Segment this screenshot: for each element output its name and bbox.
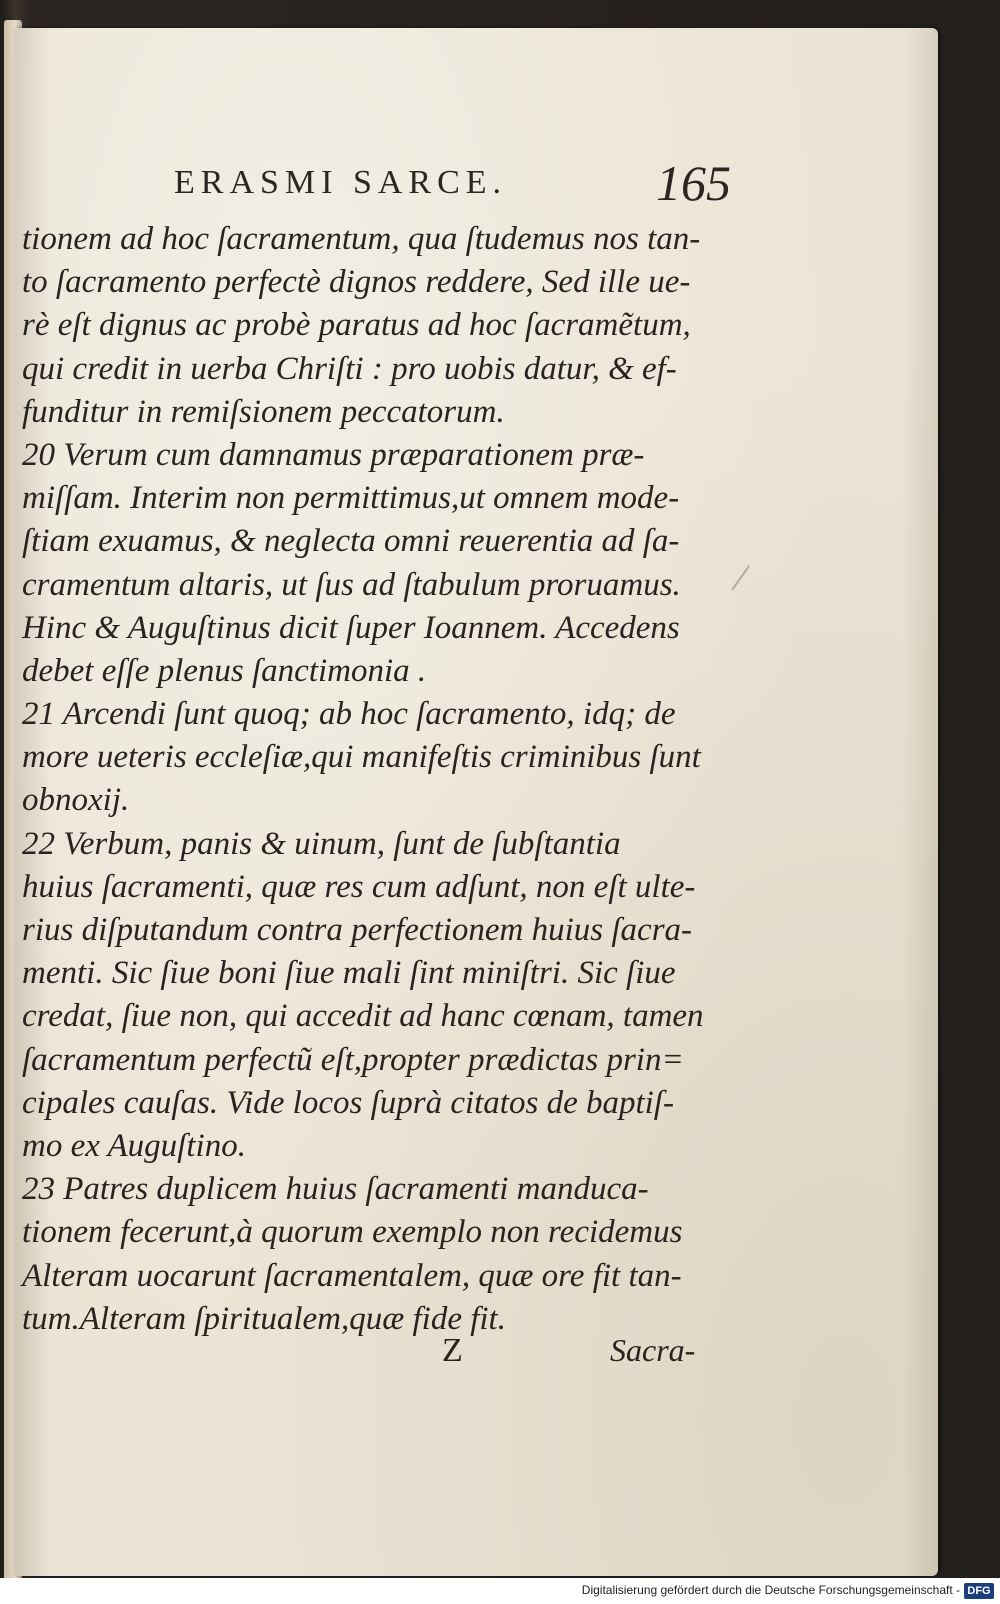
text-line: more ueteris eccleſiæ,qui manifeſtis criminibus ſunt <box>22 739 701 776</box>
text-line: to ſacramento perfectè dignos reddere, Sed ille ue- <box>22 264 691 301</box>
text-line: ſacramentum perfectũ eſt,propter prædictas prin= <box>22 1041 684 1078</box>
text-line: cramentum altaris, ut ſus ad ſtabulum proruamus. <box>22 566 681 603</box>
text-line: miſſam. Interim non permittimus,ut omnem mode- <box>22 480 680 517</box>
text-line: obnoxij. <box>22 782 130 819</box>
page-footer <box>14 1332 938 1382</box>
text-line: funditur in remiſsionem peccatorum. <box>22 393 505 430</box>
text-line: 21 Arcendi ſunt quoq; ab hoc ſacramento, idq; de <box>22 696 676 733</box>
text-line: credat, ſiue non, qui accedit ad hanc cœnam, tamen <box>22 998 704 1035</box>
book-page <box>14 28 938 1576</box>
text-line: tionem ad hoc ſacramentum, qua ſtudemus nos tan- <box>22 221 701 257</box>
text-line: tum.Alteram ſpiritualem,quæ fide fit. <box>22 1300 506 1337</box>
text-line: ſtiam exuamus, & neglecta omni reuerentia ad ſa- <box>22 523 680 560</box>
catchword: Sacra- <box>610 1332 696 1368</box>
text-line: cipales cauſas. Vide locos ſuprà citatos de baptiſ- <box>22 1084 674 1121</box>
text-line: menti. Sic ſiue boni ſiue mali ſint miniſtri. Sic ſiue <box>22 955 676 992</box>
text-line: 20 Verum cum damnamus præparationem præ- <box>22 436 645 473</box>
page-number: 165 <box>656 155 731 211</box>
text-line: 23 Patres duplicem huius ſacramenti manduca- <box>22 1171 649 1208</box>
text-line: qui credit in uerba Chriſti : pro uobis datur, & ef- <box>22 350 677 387</box>
text-line: debet eſſe plenus ſanctimonia . <box>22 652 427 689</box>
credit-bar <box>0 1578 1000 1604</box>
text-line: mo ex Auguſtino. <box>22 1127 246 1164</box>
text-line: 22 Verbum, panis & uinum, ſunt de ſubſtantia <box>22 825 621 862</box>
running-title: ERASMI SARCE. <box>174 164 508 201</box>
text-line: Alteram uocarunt ſacramentalem, quæ ore fit tan- <box>22 1257 682 1294</box>
dfg-logo-icon: DFG <box>964 1583 994 1599</box>
signature-mark: Z <box>442 1332 463 1369</box>
page-body <box>22 218 722 1341</box>
credit-text: Digitalisierung gefördert durch die Deutsche Forschungsgemeinschaft - <box>581 1583 960 1597</box>
text-line: rius diſputandum contra perfectionem huius ſacra- <box>22 912 693 948</box>
text-line: huius ſacramenti, quæ res cum adſunt, non eſt ulte- <box>22 868 696 905</box>
text-line: tionem fecerunt,à quorum exemplo non recidemus <box>22 1214 683 1251</box>
text-line: rè eſt dignus ac probè paratus ad hoc ſacramẽtum, <box>22 307 691 344</box>
text-line: Hinc & Auguſtinus dicit ſuper Ioannem. Accedens <box>22 609 680 646</box>
page-header <box>14 154 938 214</box>
